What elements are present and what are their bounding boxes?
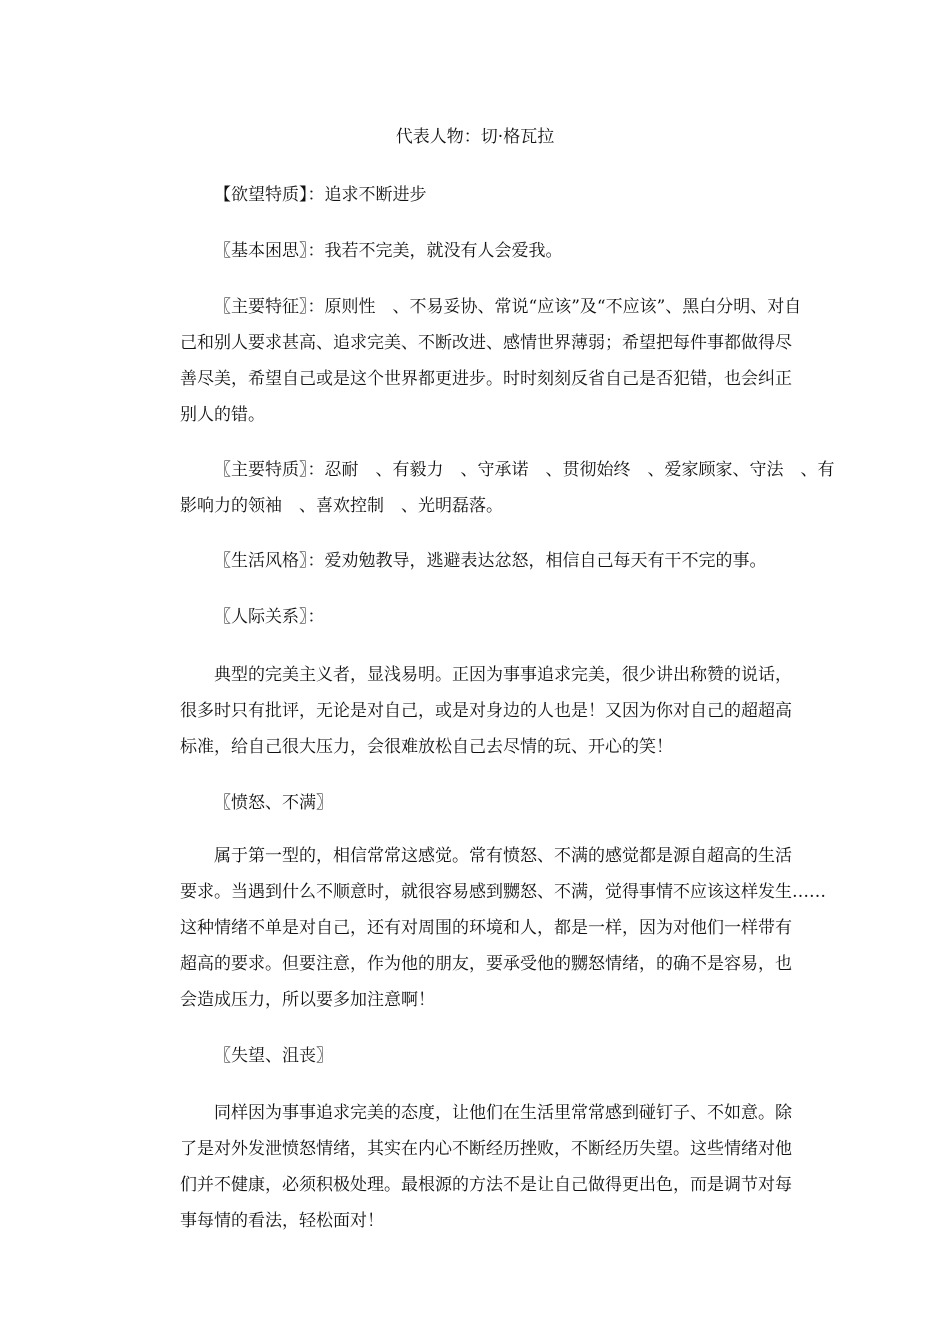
paragraph-line: 〖基本困思〗：我若不完美，就没有人会爱我。 xyxy=(214,241,563,261)
paragraph-line: 〖生活风格〗：爱劝勉教导，逃避表达忿怒，相信自己每天有干不完的事。 xyxy=(214,551,767,571)
paragraph-line: 事每情的看法，轻松面对！ xyxy=(180,1211,384,1231)
paragraph-line: 会造成压力，所以要多加注意啊！ xyxy=(180,990,435,1010)
paragraph-line: 属于第一型的，相信常常这感觉。常有愤怒、不满的感觉都是源自超高的生活 xyxy=(214,846,792,866)
basic-fear-paragraph xyxy=(146,233,806,269)
disappointment-heading xyxy=(146,1038,806,1074)
paragraph-line: 〖人际关系〗： xyxy=(214,607,325,627)
paragraph-line: 超高的要求。但要注意，作为他的朋友，要承受他的嬲怒情绪，的确不是容易，也 xyxy=(180,954,792,974)
desire-paragraph xyxy=(146,177,806,213)
life-style-paragraph xyxy=(146,543,806,579)
relations-paragraph xyxy=(146,657,806,765)
paragraph-line: 〖主要特质〗：忍耐 、有毅力 、守承诺 、贯彻始终 、爱家顾家、守法 、有 xyxy=(214,460,835,480)
paragraph-line: 要求。当遇到什么不顺意时，就很容易感到嬲怒、不满，觉得事情不应该这样发生…… xyxy=(180,882,826,902)
paragraph-line: 己和别人要求甚高、追求完美、不断改进、感情世界薄弱；希望把每件事都做得尽 xyxy=(180,333,792,353)
anger-paragraph xyxy=(146,838,826,1018)
paragraph-line: 【欲望特质】：追求不断进步 xyxy=(214,185,427,205)
disappointment-paragraph xyxy=(146,1095,806,1239)
paragraph-line: 标准，给自己很大压力，会很难放松自己去尽情的玩、开心的笑！ xyxy=(180,737,673,757)
main-traits-paragraph xyxy=(146,289,806,433)
paragraph-line: 〖主要特征〗：原则性 、不易妥协、常说“应该”及“不应该”、黑白分明、对自 xyxy=(214,297,802,317)
relations-heading xyxy=(146,599,806,635)
paragraph-line: 善尽美，希望自己或是这个世界都更进步。时时刻刻反省自己是否犯错，也会纠正 xyxy=(180,369,792,389)
page-title: 代表人物：切·格瓦拉 xyxy=(395,127,555,147)
paragraph-line: 这种情绪不单是对自己，还有对周围的环境和人，都是一样，因为对他们一样带有 xyxy=(180,918,792,938)
paragraph-line: 了是对外发泄愤怒情绪，其实在内心不断经历挫败，不断经历失望。这些情绪对他 xyxy=(180,1139,792,1159)
paragraph-line: 们并不健康，必须积极处理。最根源的方法不是让自己做得更出色，而是调节对每 xyxy=(180,1175,792,1195)
paragraph-line: 〖失望、沮丧〗 xyxy=(214,1046,333,1066)
paragraph-line: 同样因为事事追求完美的态度，让他们在生活里常常感到碰钉子、不如意。除 xyxy=(214,1103,792,1123)
main-qualities-paragraph xyxy=(146,452,835,524)
paragraph-line: 典型的完美主义者，显浅易明。正因为事事追求完美，很少讲出称赞的说话， xyxy=(214,665,792,685)
paragraph-line: 很多时只有批评，无论是对自己，或是对身边的人也是！又因为你对自己的超超高 xyxy=(180,701,792,721)
paragraph-line: 别人的错。 xyxy=(180,405,265,425)
paragraph-line: 〖愤怒、不满〗 xyxy=(214,793,333,813)
anger-heading xyxy=(146,785,806,821)
paragraph-line: 影响力的领袖 、喜欢控制 、光明磊落。 xyxy=(180,496,503,516)
